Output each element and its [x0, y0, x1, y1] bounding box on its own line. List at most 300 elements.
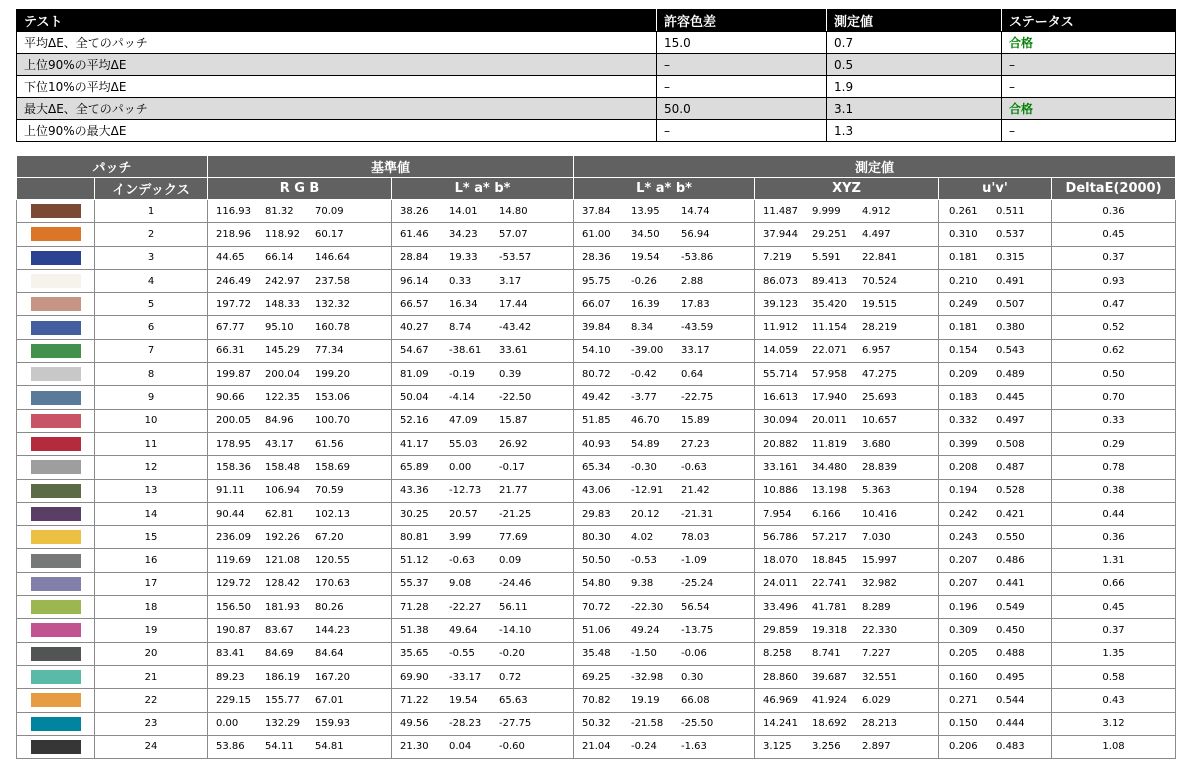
- patch-rgb-value: 246.49: [216, 275, 252, 287]
- patch-row: [17, 409, 1176, 432]
- patch-rgb-values: [208, 392, 391, 403]
- patch-index: 3: [95, 246, 208, 269]
- patch-ref-lab-value: 71.22: [400, 694, 429, 706]
- patch-row: [17, 502, 1176, 525]
- patch-meas-lab-values: [574, 369, 754, 380]
- patch-uv-value: 0.537: [996, 228, 1025, 240]
- patch-meas-lab-value: 29.83: [582, 508, 611, 520]
- patch-meas-lab-value: 35.48: [582, 648, 611, 660]
- patch-rgb-value: 83.67: [265, 624, 294, 636]
- patch-rgb-value: 155.77: [265, 694, 301, 706]
- patch-rgb: [208, 642, 392, 665]
- patch-delta: 0.45: [1052, 596, 1176, 619]
- patch-uv: [939, 316, 1052, 339]
- color-swatch: [31, 391, 81, 405]
- patch-xyz-value: 11.819: [812, 438, 848, 450]
- patch-rgb-values: [208, 439, 391, 450]
- patch-meas-lab: [574, 432, 755, 455]
- patch-rgb-value: 170.63: [315, 578, 351, 590]
- header-measured: 測定値: [827, 10, 1002, 32]
- patch-meas-lab-value: 80.72: [582, 368, 611, 380]
- patch-xyz-values: [755, 276, 938, 287]
- patch-xyz-value: 9.999: [812, 205, 841, 217]
- patch-xyz-value: 16.613: [763, 392, 799, 404]
- patch-uv-values: [939, 625, 1051, 636]
- patch-meas-lab: [574, 293, 755, 316]
- patch-meas-lab: [574, 200, 755, 223]
- patch-meas-lab-values: [574, 229, 754, 240]
- patch-rgb-value: 156.50: [216, 601, 252, 613]
- color-swatch: [31, 577, 81, 591]
- patch-rgb: [208, 572, 392, 595]
- patch-rgb: [208, 712, 392, 735]
- color-swatch: [31, 717, 81, 731]
- patch-rgb-value: 95.10: [265, 322, 294, 334]
- patch-uv-values: [939, 299, 1051, 310]
- patch-rgb-value: 77.34: [315, 345, 344, 357]
- patch-meas-lab-value: 17.83: [681, 298, 710, 310]
- patch-ref-lab-value: -0.17: [499, 461, 525, 473]
- patch-rgb-value: 199.20: [315, 368, 351, 380]
- patch-uv-value: 0.444: [996, 718, 1025, 730]
- summary-row: [17, 98, 1176, 120]
- patch-meas-lab-value: 19.54: [631, 252, 660, 264]
- patch-meas-lab-value: 14.74: [681, 205, 710, 217]
- patch-xyz-values: [755, 602, 938, 613]
- patch-meas-lab: [574, 502, 755, 525]
- patch-ref-lab-value: 57.07: [499, 228, 528, 240]
- patch-xyz-value: 37.944: [763, 228, 799, 240]
- patch-row: [17, 572, 1176, 595]
- summary-tolerance: –: [657, 76, 827, 98]
- patch-meas-lab-value: 40.93: [582, 438, 611, 450]
- patch-body: [17, 200, 1176, 759]
- patch-ref-lab-value: -4.14: [449, 392, 475, 404]
- patch-rgb-value: 84.96: [265, 415, 294, 427]
- patch-ref-lab-value: 8.74: [449, 322, 472, 334]
- summary-test: 下位10%の平均ΔE: [17, 76, 657, 98]
- patch-uv: [939, 712, 1052, 735]
- patch-rgb-values: [208, 532, 391, 543]
- patch-xyz-value: 41.781: [812, 601, 848, 613]
- patch-index: 20: [95, 642, 208, 665]
- color-swatch: [31, 507, 81, 521]
- patch-meas-lab: [574, 456, 755, 479]
- patch-rgb-value: 100.70: [315, 415, 351, 427]
- patch-ref-lab-value: 26.92: [499, 438, 528, 450]
- color-swatch: [31, 297, 81, 311]
- patch-swatch-cell: [17, 735, 95, 758]
- patch-rgb-value: 80.26: [315, 601, 344, 613]
- patch-xyz-values: [755, 415, 938, 426]
- patch-swatch-cell: [17, 619, 95, 642]
- patch-xyz: [755, 642, 939, 665]
- patch-ref-lab-value: 55.37: [400, 578, 429, 590]
- patch-xyz: [755, 479, 939, 502]
- patch-ref-lab-value: 66.57: [400, 298, 429, 310]
- patch-xyz: [755, 200, 939, 223]
- patch-uv: [939, 339, 1052, 362]
- patch-rgb-value: 144.23: [315, 624, 351, 636]
- patch-index: 23: [95, 712, 208, 735]
- patch-uv: [939, 479, 1052, 502]
- patch-column-header-row: [17, 178, 1176, 200]
- patch-meas-lab: [574, 526, 755, 549]
- patch-ref-lab-value: 21.30: [400, 741, 429, 753]
- patch-delta: 0.45: [1052, 223, 1176, 246]
- patch-uv: [939, 223, 1052, 246]
- header-xyz: XYZ: [755, 178, 939, 200]
- patch-ref-lab-value: 14.01: [449, 205, 478, 217]
- summary-header-row: [17, 10, 1176, 32]
- patch-meas-lab-values: [574, 578, 754, 589]
- patch-index: 6: [95, 316, 208, 339]
- patch-meas-lab: [574, 619, 755, 642]
- patch-rgb-value: 242.97: [265, 275, 301, 287]
- patch-row: [17, 665, 1176, 688]
- patch-ref-lab: [392, 432, 574, 455]
- patch-rgb: [208, 526, 392, 549]
- header-rgb: R G B: [208, 178, 392, 200]
- color-swatch: [31, 740, 81, 754]
- patch-delta: 3.12: [1052, 712, 1176, 735]
- patch-rgb: [208, 200, 392, 223]
- patch-xyz-value: 10.416: [862, 508, 898, 520]
- patch-ref-lab-value: -27.75: [499, 718, 532, 730]
- patch-uv-value: 0.483: [996, 741, 1025, 753]
- patch-ref-lab-values: [392, 276, 573, 287]
- patch-xyz: [755, 665, 939, 688]
- patch-ref-lab-value: -0.55: [449, 648, 475, 660]
- patch-xyz-values: [755, 229, 938, 240]
- patch-delta: 0.37: [1052, 246, 1176, 269]
- patch-xyz-value: 32.982: [862, 578, 898, 590]
- patch-meas-lab-value: -0.24: [631, 741, 657, 753]
- patch-index: 2: [95, 223, 208, 246]
- patch-rgb-value: 190.87: [216, 624, 252, 636]
- patch-meas-lab-values: [574, 252, 754, 263]
- patch-xyz-value: 8.289: [862, 601, 891, 613]
- patch-ref-lab-value: -0.63: [449, 555, 475, 567]
- patch-rgb-values: [208, 602, 391, 613]
- patch-meas-lab-value: 27.23: [681, 438, 710, 450]
- patch-swatch-cell: [17, 526, 95, 549]
- patch-uv-values: [939, 578, 1051, 589]
- patch-delta: 0.44: [1052, 502, 1176, 525]
- patch-meas-lab-value: -0.06: [681, 648, 707, 660]
- patch-ref-lab-value: 81.09: [400, 368, 429, 380]
- patch-swatch-cell: [17, 316, 95, 339]
- patch-rgb-value: 91.11: [216, 485, 245, 497]
- patch-meas-lab-value: -3.77: [631, 392, 657, 404]
- patch-meas-lab: [574, 246, 755, 269]
- patch-meas-lab: [574, 479, 755, 502]
- patch-meas-lab-value: 50.32: [582, 718, 611, 730]
- patch-ref-lab-value: 96.14: [400, 275, 429, 287]
- summary-status: –: [1002, 76, 1176, 98]
- patch-meas-lab-value: -21.31: [681, 508, 714, 520]
- patch-xyz-value: 14.241: [763, 718, 799, 730]
- color-swatch: [31, 204, 81, 218]
- patch-xyz-values: [755, 462, 938, 473]
- patch-ref-lab-values: [392, 718, 573, 729]
- patch-delta: 1.08: [1052, 735, 1176, 758]
- patch-xyz-value: 7.227: [862, 648, 891, 660]
- patch-rgb-value: 102.13: [315, 508, 351, 520]
- patch-rgb-value: 116.93: [216, 205, 252, 217]
- patch-uv-value: 0.210: [949, 275, 978, 287]
- patch-rgb: [208, 735, 392, 758]
- patch-ref-lab-value: -22.27: [449, 601, 482, 613]
- patch-ref-lab-value: 3.17: [499, 275, 522, 287]
- patch-ref-lab-values: [392, 578, 573, 589]
- patch-uv-value: 0.486: [996, 555, 1025, 567]
- header-tolerance: 許容色差: [657, 10, 827, 32]
- patch-xyz-value: 5.591: [812, 252, 841, 264]
- patch-row: [17, 526, 1176, 549]
- patch-rgb-value: 70.09: [315, 205, 344, 217]
- summary-table: [16, 9, 1176, 142]
- patch-xyz: [755, 619, 939, 642]
- patch-rgb-values: [208, 648, 391, 659]
- patch-meas-lab-value: 19.19: [631, 694, 660, 706]
- patch-rgb-value: 90.44: [216, 508, 245, 520]
- patch-meas-lab-value: -25.50: [681, 718, 714, 730]
- patch-xyz-value: 10.886: [763, 485, 799, 497]
- patch-ref-lab: [392, 386, 574, 409]
- patch-meas-lab-value: 61.00: [582, 228, 611, 240]
- patch-meas-lab-value: -0.26: [631, 275, 657, 287]
- patch-xyz-value: 28.213: [862, 718, 898, 730]
- patch-rgb-value: 44.65: [216, 252, 245, 264]
- patch-uv-value: 0.261: [949, 205, 978, 217]
- patch-meas-lab: [574, 223, 755, 246]
- patch-rgb: [208, 223, 392, 246]
- patch-meas-lab-value: 78.03: [681, 531, 710, 543]
- patch-meas-lab: [574, 642, 755, 665]
- patch-meas-lab-value: 65.34: [582, 461, 611, 473]
- patch-ref-lab: [392, 665, 574, 688]
- patch-rgb-value: 178.95: [216, 438, 252, 450]
- patch-meas-lab: [574, 712, 755, 735]
- patch-uv-value: 0.209: [949, 368, 978, 380]
- patch-rgb: [208, 293, 392, 316]
- patch-ref-lab-value: 34.23: [449, 228, 478, 240]
- patch-ref-lab-value: 50.04: [400, 392, 429, 404]
- patch-rgb-value: 54.11: [265, 741, 294, 753]
- patch-uv-value: 0.528: [996, 485, 1025, 497]
- color-swatch: [31, 530, 81, 544]
- patch-delta: 0.70: [1052, 386, 1176, 409]
- patch-xyz-value: 70.524: [862, 275, 898, 287]
- patch-ref-lab-value: -0.20: [499, 648, 525, 660]
- patch-xyz-value: 57.217: [812, 531, 848, 543]
- color-swatch: [31, 623, 81, 637]
- patch-row: [17, 316, 1176, 339]
- patch-index: 8: [95, 363, 208, 386]
- patch-swatch-cell: [17, 596, 95, 619]
- color-swatch: [31, 437, 81, 451]
- patch-rgb-value: 81.32: [265, 205, 294, 217]
- patch-uv: [939, 502, 1052, 525]
- patch-meas-lab-value: -1.09: [681, 555, 707, 567]
- patch-meas-lab-values: [574, 695, 754, 706]
- patch-xyz-value: 11.154: [812, 322, 848, 334]
- patch-xyz-value: 86.073: [763, 275, 799, 287]
- header-measured-values: 測定値: [574, 156, 1176, 178]
- patch-rgb: [208, 549, 392, 572]
- patch-uv-values: [939, 252, 1051, 263]
- patch-rgb-values: [208, 276, 391, 287]
- patch-rgb: [208, 456, 392, 479]
- patch-ref-lab: [392, 479, 574, 502]
- patch-rgb-values: [208, 206, 391, 217]
- patch-uv-value: 0.549: [996, 601, 1025, 613]
- patch-ref-lab-value: -43.42: [499, 322, 532, 334]
- patch-meas-lab-value: -22.75: [681, 392, 714, 404]
- patch-xyz-value: 18.070: [763, 555, 799, 567]
- patch-xyz-value: 4.497: [862, 228, 891, 240]
- patch-meas-lab: [574, 339, 755, 362]
- patch-index: 9: [95, 386, 208, 409]
- patch-ref-lab-values: [392, 439, 573, 450]
- patch-ref-lab-value: 9.08: [449, 578, 472, 590]
- patch-uv-values: [939, 718, 1051, 729]
- patch-meas-lab-value: 2.88: [681, 275, 704, 287]
- patch-rgb-values: [208, 625, 391, 636]
- patch-uv-value: 0.508: [996, 438, 1025, 450]
- patch-rgb-value: 84.64: [315, 648, 344, 660]
- patch-uv-value: 0.194: [949, 485, 978, 497]
- patch-rgb-value: 53.86: [216, 741, 245, 753]
- summary-tolerance: 15.0: [657, 32, 827, 54]
- patch-uv-value: 0.489: [996, 368, 1025, 380]
- patch-meas-lab-value: -32.98: [631, 671, 664, 683]
- patch-swatch-cell: [17, 293, 95, 316]
- patch-swatch-cell: [17, 339, 95, 362]
- patch-xyz-values: [755, 369, 938, 380]
- patch-uv: [939, 246, 1052, 269]
- patch-delta: 0.33: [1052, 409, 1176, 432]
- patch-xyz-value: 28.219: [862, 322, 898, 334]
- patch-uv-value: 0.450: [996, 624, 1025, 636]
- patch-meas-lab-value: -22.30: [631, 601, 664, 613]
- patch-rgb: [208, 363, 392, 386]
- patch-xyz-value: 57.958: [812, 368, 848, 380]
- patch-xyz-value: 4.912: [862, 205, 891, 217]
- patch-rgb-value: 200.05: [216, 415, 252, 427]
- patch-meas-lab-value: -13.75: [681, 624, 714, 636]
- patch-ref-lab-value: 69.90: [400, 671, 429, 683]
- patch-ref-lab-value: -22.50: [499, 392, 532, 404]
- patch-rgb-value: 158.69: [315, 461, 351, 473]
- patch-rgb-values: [208, 345, 391, 356]
- patch-meas-lab-value: -21.58: [631, 718, 664, 730]
- patch-row: [17, 456, 1176, 479]
- patch-rgb-value: 67.01: [315, 694, 344, 706]
- patch-meas-lab-value: 34.50: [631, 228, 660, 240]
- patch-uv-value: 0.544: [996, 694, 1025, 706]
- patch-swatch-cell: [17, 502, 95, 525]
- patch-index: 4: [95, 269, 208, 292]
- patch-xyz: [755, 293, 939, 316]
- patch-uv: [939, 293, 1052, 316]
- summary-measured: 0.7: [827, 32, 1002, 54]
- patch-delta: 0.52: [1052, 316, 1176, 339]
- patch-rgb-value: 89.23: [216, 671, 245, 683]
- summary-measured: 0.5: [827, 54, 1002, 76]
- patch-uv-value: 0.315: [996, 252, 1025, 264]
- patch-uv-value: 0.310: [949, 228, 978, 240]
- patch-xyz-values: [755, 532, 938, 543]
- patch-ref-lab-value: -21.25: [499, 508, 532, 520]
- patch-row: [17, 549, 1176, 572]
- patch-meas-lab-values: [574, 345, 754, 356]
- patch-xyz-value: 20.011: [812, 415, 848, 427]
- patch-ref-lab-values: [392, 532, 573, 543]
- patch-rgb-value: 106.94: [265, 485, 301, 497]
- patch-meas-lab-value: 39.84: [582, 322, 611, 334]
- patch-xyz: [755, 339, 939, 362]
- patch-meas-lab-value: 51.06: [582, 624, 611, 636]
- patch-meas-lab-value: 37.84: [582, 205, 611, 217]
- patch-ref-lab-value: -28.23: [449, 718, 482, 730]
- patch-ref-lab-value: -24.46: [499, 578, 532, 590]
- patch-ref-lab: [392, 293, 574, 316]
- patch-xyz-value: 25.693: [862, 392, 898, 404]
- patch-rgb: [208, 479, 392, 502]
- patch-row: [17, 596, 1176, 619]
- patch-uv-values: [939, 229, 1051, 240]
- patch-ref-lab-value: 41.17: [400, 438, 429, 450]
- patch-meas-lab: [574, 363, 755, 386]
- patch-rgb-value: 218.96: [216, 228, 252, 240]
- patch-xyz-value: 11.487: [763, 205, 799, 217]
- patch-xyz-value: 14.059: [763, 345, 799, 357]
- patch-ref-lab-value: 20.57: [449, 508, 478, 520]
- patch-ref-lab-values: [392, 555, 573, 566]
- patch-uv: [939, 200, 1052, 223]
- patch-meas-lab-value: 80.30: [582, 531, 611, 543]
- patch-ref-lab: [392, 246, 574, 269]
- patch-uv: [939, 269, 1052, 292]
- header-ref-lab: L* a* b*: [392, 178, 574, 200]
- patch-xyz-value: 7.219: [763, 252, 792, 264]
- patch-rgb: [208, 596, 392, 619]
- patch-xyz-values: [755, 322, 938, 333]
- patch-rgb-value: 237.58: [315, 275, 351, 287]
- patch-uv-value: 0.181: [949, 252, 978, 264]
- patch-ref-lab-value: 49.64: [449, 624, 478, 636]
- patch-rgb: [208, 269, 392, 292]
- patch-ref-lab-value: 56.11: [499, 601, 528, 613]
- patch-rgb: [208, 246, 392, 269]
- patch-xyz-value: 28.839: [862, 461, 898, 473]
- patch-rgb-values: [208, 252, 391, 263]
- patch-uv-values: [939, 322, 1051, 333]
- patch-xyz-value: 24.011: [763, 578, 799, 590]
- patch-ref-lab: [392, 223, 574, 246]
- patch-xyz-value: 13.198: [812, 485, 848, 497]
- patch-xyz: [755, 386, 939, 409]
- patch-meas-lab-values: [574, 276, 754, 287]
- patch-uv-value: 0.495: [996, 671, 1025, 683]
- patch-xyz-value: 29.859: [763, 624, 799, 636]
- header-test: テスト: [17, 10, 657, 32]
- patch-rgb-value: 159.93: [315, 718, 351, 730]
- patch-xyz: [755, 316, 939, 339]
- patch-ref-lab-value: 0.33: [449, 275, 472, 287]
